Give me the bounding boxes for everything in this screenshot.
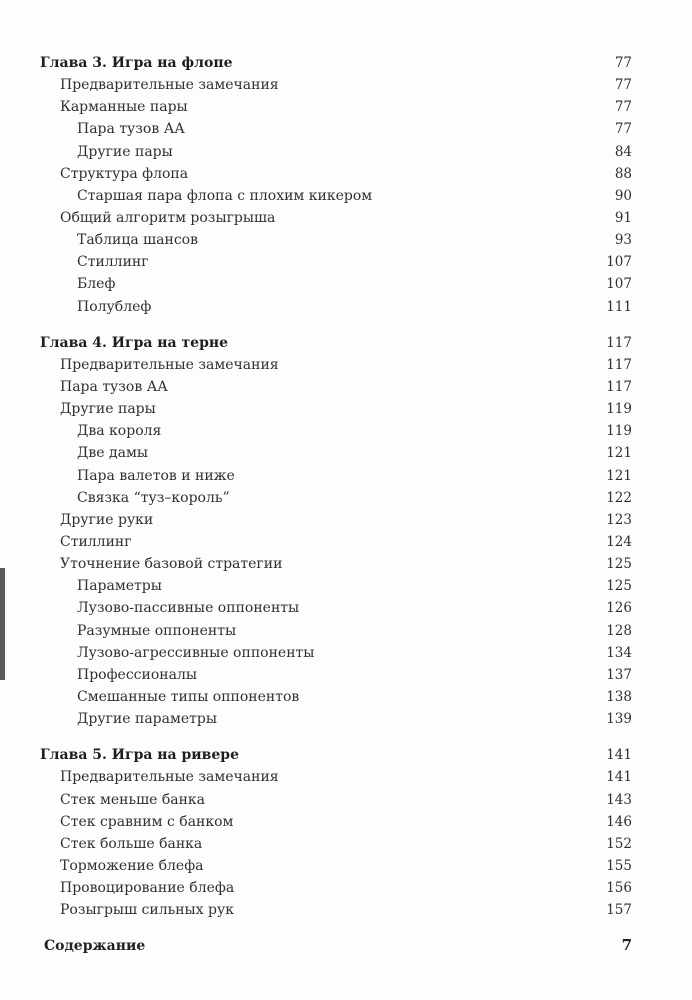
toc-entry-title: Пара валетов и ниже — [77, 467, 235, 484]
toc-entry-title: Другие руки — [60, 511, 154, 528]
toc-page-number: 137 — [606, 666, 632, 683]
toc-subsection — [40, 296, 632, 318]
toc-chapter-heading — [40, 744, 632, 766]
toc-section — [40, 766, 632, 788]
toc-section — [40, 96, 632, 118]
toc-page-number: 117 — [606, 378, 632, 395]
toc-page-number: 88 — [614, 165, 632, 182]
toc-chapter-heading — [40, 52, 632, 74]
toc-subsection — [40, 420, 632, 442]
toc-page-number: 124 — [606, 533, 632, 550]
toc-entry-title: Предварительные замечания — [60, 356, 279, 373]
toc-entry-title: Стиллинг — [77, 254, 149, 271]
toc-subsection — [40, 664, 632, 686]
toc-page-number: 77 — [614, 77, 632, 94]
toc-subsection — [40, 465, 632, 487]
toc-entry-title: Старшая пара флопа с плохим кикером — [77, 187, 373, 204]
toc-subsection — [40, 620, 632, 642]
toc-subsection — [40, 251, 632, 273]
page-footer — [44, 936, 632, 954]
toc-entry-title: Торможение блефа — [60, 857, 204, 874]
toc-entry-title: Предварительные замечания — [60, 769, 279, 786]
toc-entry-title: Другие пары — [60, 401, 156, 418]
toc-subsection — [40, 141, 632, 163]
toc-page-number: 122 — [606, 489, 632, 506]
toc-subsection — [40, 442, 632, 464]
toc-page-number: 77 — [614, 55, 632, 71]
toc-section — [40, 833, 632, 855]
toc-page-number: 134 — [606, 644, 632, 661]
toc-entry-title: Провоцирование блефа — [60, 880, 235, 897]
toc-entry-title: Лузово-агрессивные оппоненты — [77, 644, 315, 661]
toc-page-number: 138 — [606, 688, 632, 705]
toc-page-number: 141 — [606, 769, 632, 786]
toc-section — [40, 509, 632, 531]
toc-page-number: 84 — [614, 143, 632, 160]
toc-subsection — [40, 642, 632, 664]
toc-entry-title: Таблица шансов — [77, 232, 198, 249]
toc-entry-title: Две дамы — [77, 445, 148, 462]
toc-chapter — [40, 332, 632, 731]
toc-page-number: 119 — [606, 423, 632, 440]
toc-entry-title: Общий алгоритм розыгрыша — [60, 209, 276, 226]
toc-page-number: 155 — [606, 857, 632, 874]
toc-entry-title: Смешанные типы оппонентов — [77, 688, 300, 705]
toc-entry-title: Стек меньше банка — [60, 791, 206, 808]
toc-page-number: 157 — [606, 902, 632, 919]
toc-page-number: 121 — [606, 467, 632, 484]
toc-entry-title: Предварительные замечания — [60, 77, 279, 94]
toc-section — [40, 74, 632, 96]
toc-page-number: 91 — [614, 209, 632, 226]
toc-entry-title: Карманные пары — [60, 99, 188, 116]
toc-subsection — [40, 487, 632, 509]
toc-entry-title: Другие параметры — [77, 711, 217, 728]
toc-chapter-heading — [40, 332, 632, 354]
toc-section — [40, 354, 632, 376]
toc-subsection — [40, 229, 632, 251]
toc-subsection — [40, 597, 632, 619]
toc-entry-title: Стек больше банка — [60, 835, 203, 852]
toc-entry-title: Структура флопа — [60, 165, 189, 182]
toc-page-number: 119 — [606, 401, 632, 418]
toc-page-number: 152 — [606, 835, 632, 852]
toc-entry-title: Связка “туз–король” — [77, 489, 230, 506]
toc-section — [40, 376, 632, 398]
toc-entry-title: Пара тузов АА — [77, 121, 185, 138]
toc-page-number: 107 — [606, 276, 632, 293]
toc-page-number: 126 — [606, 600, 632, 617]
toc-entry-title: Пара тузов АА — [60, 378, 168, 395]
toc-section — [40, 207, 632, 229]
toc-chapter-title: Глава 4. Игра на терне — [40, 334, 229, 351]
toc-section — [40, 553, 632, 575]
toc-entry-title: Стек сравним с банком — [60, 813, 234, 830]
toc-section — [40, 877, 632, 899]
toc-entry-title: Полублеф — [77, 298, 152, 315]
toc-chapter-title: Глава 5. Игра на ривере — [40, 747, 240, 764]
toc-page-number: 128 — [606, 622, 632, 639]
toc-entry-title: Уточнение базовой стратегии — [60, 556, 283, 573]
toc-entry-title: Лузово-пассивные оппоненты — [77, 600, 300, 617]
toc-subsection — [40, 575, 632, 597]
toc-page-number: 123 — [606, 511, 632, 528]
page-edge-shadow — [0, 568, 5, 680]
toc-page-number: 117 — [606, 334, 632, 351]
toc-entry-title: Розыгрыш сильных рук — [60, 902, 234, 919]
toc-page-number: 77 — [614, 99, 632, 116]
toc-page-number: 107 — [606, 254, 632, 271]
toc-page-number: 93 — [614, 232, 632, 249]
running-title: Содержание — [44, 938, 146, 954]
toc-entry-title: Два короля — [77, 423, 162, 440]
toc-subsection — [40, 273, 632, 295]
toc-subsection — [40, 708, 632, 730]
toc-page-number: 141 — [606, 747, 632, 764]
toc-section — [40, 163, 632, 185]
toc-section — [40, 398, 632, 420]
toc-page-number: 117 — [606, 356, 632, 373]
toc-subsection — [40, 118, 632, 140]
toc-subsection — [40, 185, 632, 207]
table-of-contents — [40, 52, 632, 935]
toc-entry-title: Блеф — [77, 276, 116, 293]
toc-page-number: 90 — [614, 187, 632, 204]
toc-section — [40, 811, 632, 833]
toc-subsection — [40, 686, 632, 708]
toc-entry-title: Разумные оппоненты — [77, 622, 237, 639]
page-number: 7 — [621, 936, 632, 954]
toc-page-number: 146 — [606, 813, 632, 830]
toc-page-number: 139 — [606, 711, 632, 728]
toc-page-number: 77 — [614, 121, 632, 138]
toc-page-number: 125 — [606, 556, 632, 573]
toc-page-number: 156 — [606, 880, 632, 897]
toc-entry-title: Параметры — [77, 578, 162, 595]
toc-page-number: 111 — [606, 298, 632, 315]
toc-chapter-title: Глава 3. Игра на флопе — [40, 55, 233, 71]
toc-entry-title: Другие пары — [77, 143, 173, 160]
toc-section — [40, 789, 632, 811]
toc-entry-title: Профессионалы — [77, 666, 197, 683]
toc-section — [40, 899, 632, 921]
toc-chapter — [40, 52, 632, 318]
toc-section — [40, 855, 632, 877]
toc-section — [40, 531, 632, 553]
toc-page-number: 143 — [606, 791, 632, 808]
toc-chapter — [40, 744, 632, 921]
toc-page-number: 125 — [606, 578, 632, 595]
toc-entry-title: Стиллинг — [60, 533, 132, 550]
toc-page-number: 121 — [606, 445, 632, 462]
